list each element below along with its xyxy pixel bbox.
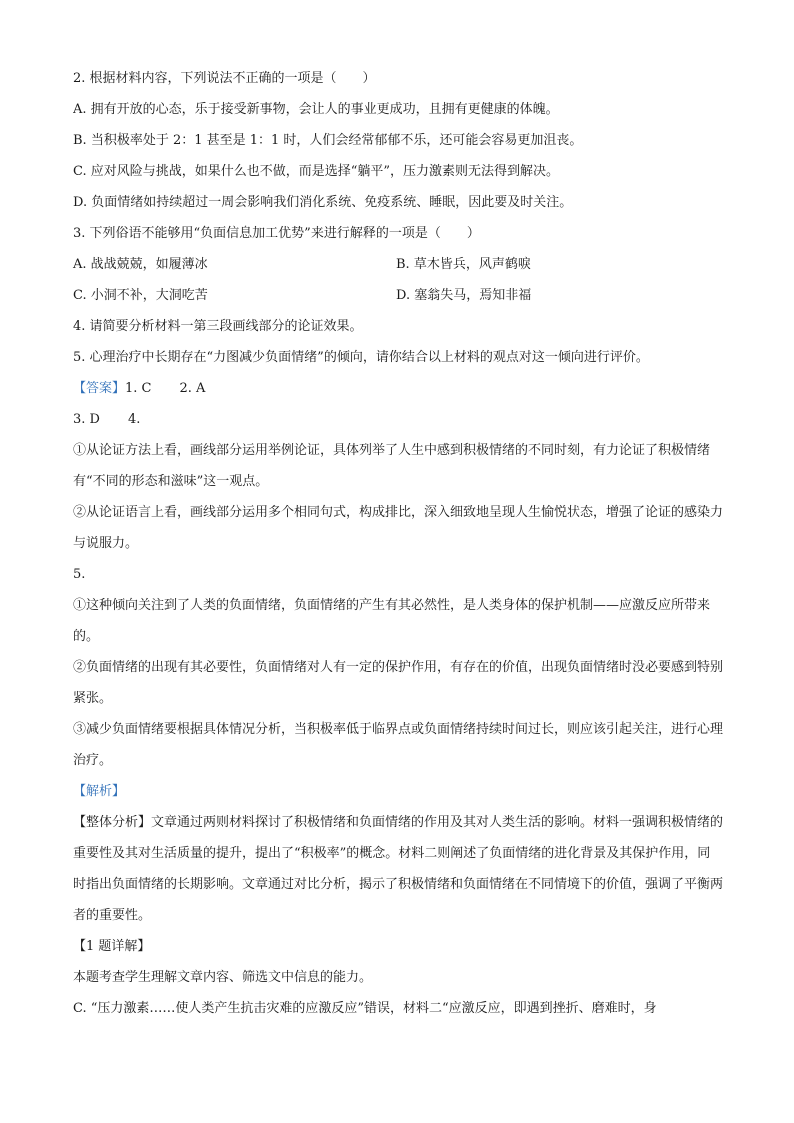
- answer-row-2: [73, 404, 723, 435]
- answer-4: 4.: [127, 412, 141, 427]
- question-2-option-c: C. 应对风险与挑战，如果什么也不做，而是选择“躺平”，压力激素则无法得到解决。: [73, 164, 560, 179]
- analysis-label: 【解析】: [73, 784, 126, 799]
- answer-5-point-1: ①这种倾向关注到了人类的负面情绪，负面情绪的产生有其必然性，是人类身体的保护机制——应激反应所带来的。: [73, 598, 711, 644]
- question-2-option-a: A. 拥有开放的心态，乐于接受新事物，会让人的事业更成功，且拥有更健康的体魄。: [73, 102, 559, 117]
- question-5-stem: 5. 心理治疗中长期存在“力图减少负面情绪”的倾向，请你结合以上材料的观点对这一倾向进行评价。: [73, 350, 649, 365]
- question-3-stem: 3. 下列俗语不能够用“负面信息加工优势”来进行解释的一项是（ ）: [73, 226, 480, 241]
- question-4-stem: 4. 请简要分析材料一第三段画线部分的论证效果。: [73, 319, 363, 334]
- answer-4-point-1: ①从论证方法上看，画线部分运用举例论证，具体列举了人生中感到积极情绪的不同时刻，有力论证了积极情绪有“不同的形态和滋味”这一观点。: [73, 443, 711, 489]
- question-2-option-b: B. 当积极率处于 2：1 甚至是 1：1 时，人们会经常郁郁不乐，还可能会容易更加沮丧。: [73, 133, 583, 148]
- question-2-option-d: D. 负面情绪如持续超过一周会影响我们消化系统、免疫系统、睡眠，因此要及时关注。: [73, 195, 573, 210]
- question-3-options-row-2: [73, 280, 723, 311]
- answer-1: 1. C: [125, 381, 152, 396]
- question-2-stem: 2. 根据材料内容，下列说法不正确的一项是（ ）: [73, 71, 376, 86]
- question-3-option-b: B. 草木皆兵，风声鹤唳: [396, 257, 531, 272]
- question-3-option-a: A. 战战兢兢，如履薄冰: [73, 257, 208, 272]
- question-3-option-d: D. 塞翁失马，焉知非福: [396, 288, 532, 303]
- answer-row-1: [73, 373, 723, 404]
- answer-3: 3. D: [73, 412, 100, 427]
- overall-analysis: 【整体分析】文章通过两则材料探讨了积极情绪和负面情绪的作用及其对人类生活的影响。材料一强调积极情绪的重要性及其对生活质量的提升，提出了“积极率”的概念。材料二则阐述了负面情绪的进化背景及其保护作用，同时指出负面情绪的长期影响。文章通过对比分析，揭示了积极情绪和负面情绪在不同情境下的价值，强调了平衡两者的重要性。: [73, 815, 724, 923]
- answer-label: 【答案】: [73, 381, 126, 396]
- question-1-detail-option-c: C. “压力激素……使人类产生抗击灾难的应激反应”错误，材料二“应激反应，即遇到挫折、磨难时，身: [73, 1001, 657, 1016]
- answer-4-point-2: ②从论证语言上看，画线部分运用多个相同句式，构成排比，深入细致地呈现人生愉悦状态，增强了论证的感染力与说服力。: [73, 505, 724, 551]
- answer-5-point-3: ③减少负面情绪要根据具体情况分析，当积极率低于临界点或负面情绪持续时间过长，则应该引起关注，进行心理治疗。: [73, 722, 724, 768]
- answer-5: 5.: [73, 567, 86, 582]
- document-page: [73, 63, 723, 1024]
- answer-5-point-2: ②负面情绪的出现有其必要性，负面情绪对人有一定的保护作用，有存在的价值，出现负面情绪时没必要感到特别紧张。: [73, 660, 724, 706]
- question-3-option-c: C. 小洞不补，大洞吃苦: [73, 288, 208, 303]
- question-3-options-row-1: [73, 249, 723, 280]
- question-1-detail-intro: 本题考查学生理解文章内容、筛选文中信息的能力。: [73, 970, 373, 985]
- question-1-detail-label: 【1 题详解】: [73, 939, 151, 954]
- answer-2: 2. A: [179, 381, 206, 396]
